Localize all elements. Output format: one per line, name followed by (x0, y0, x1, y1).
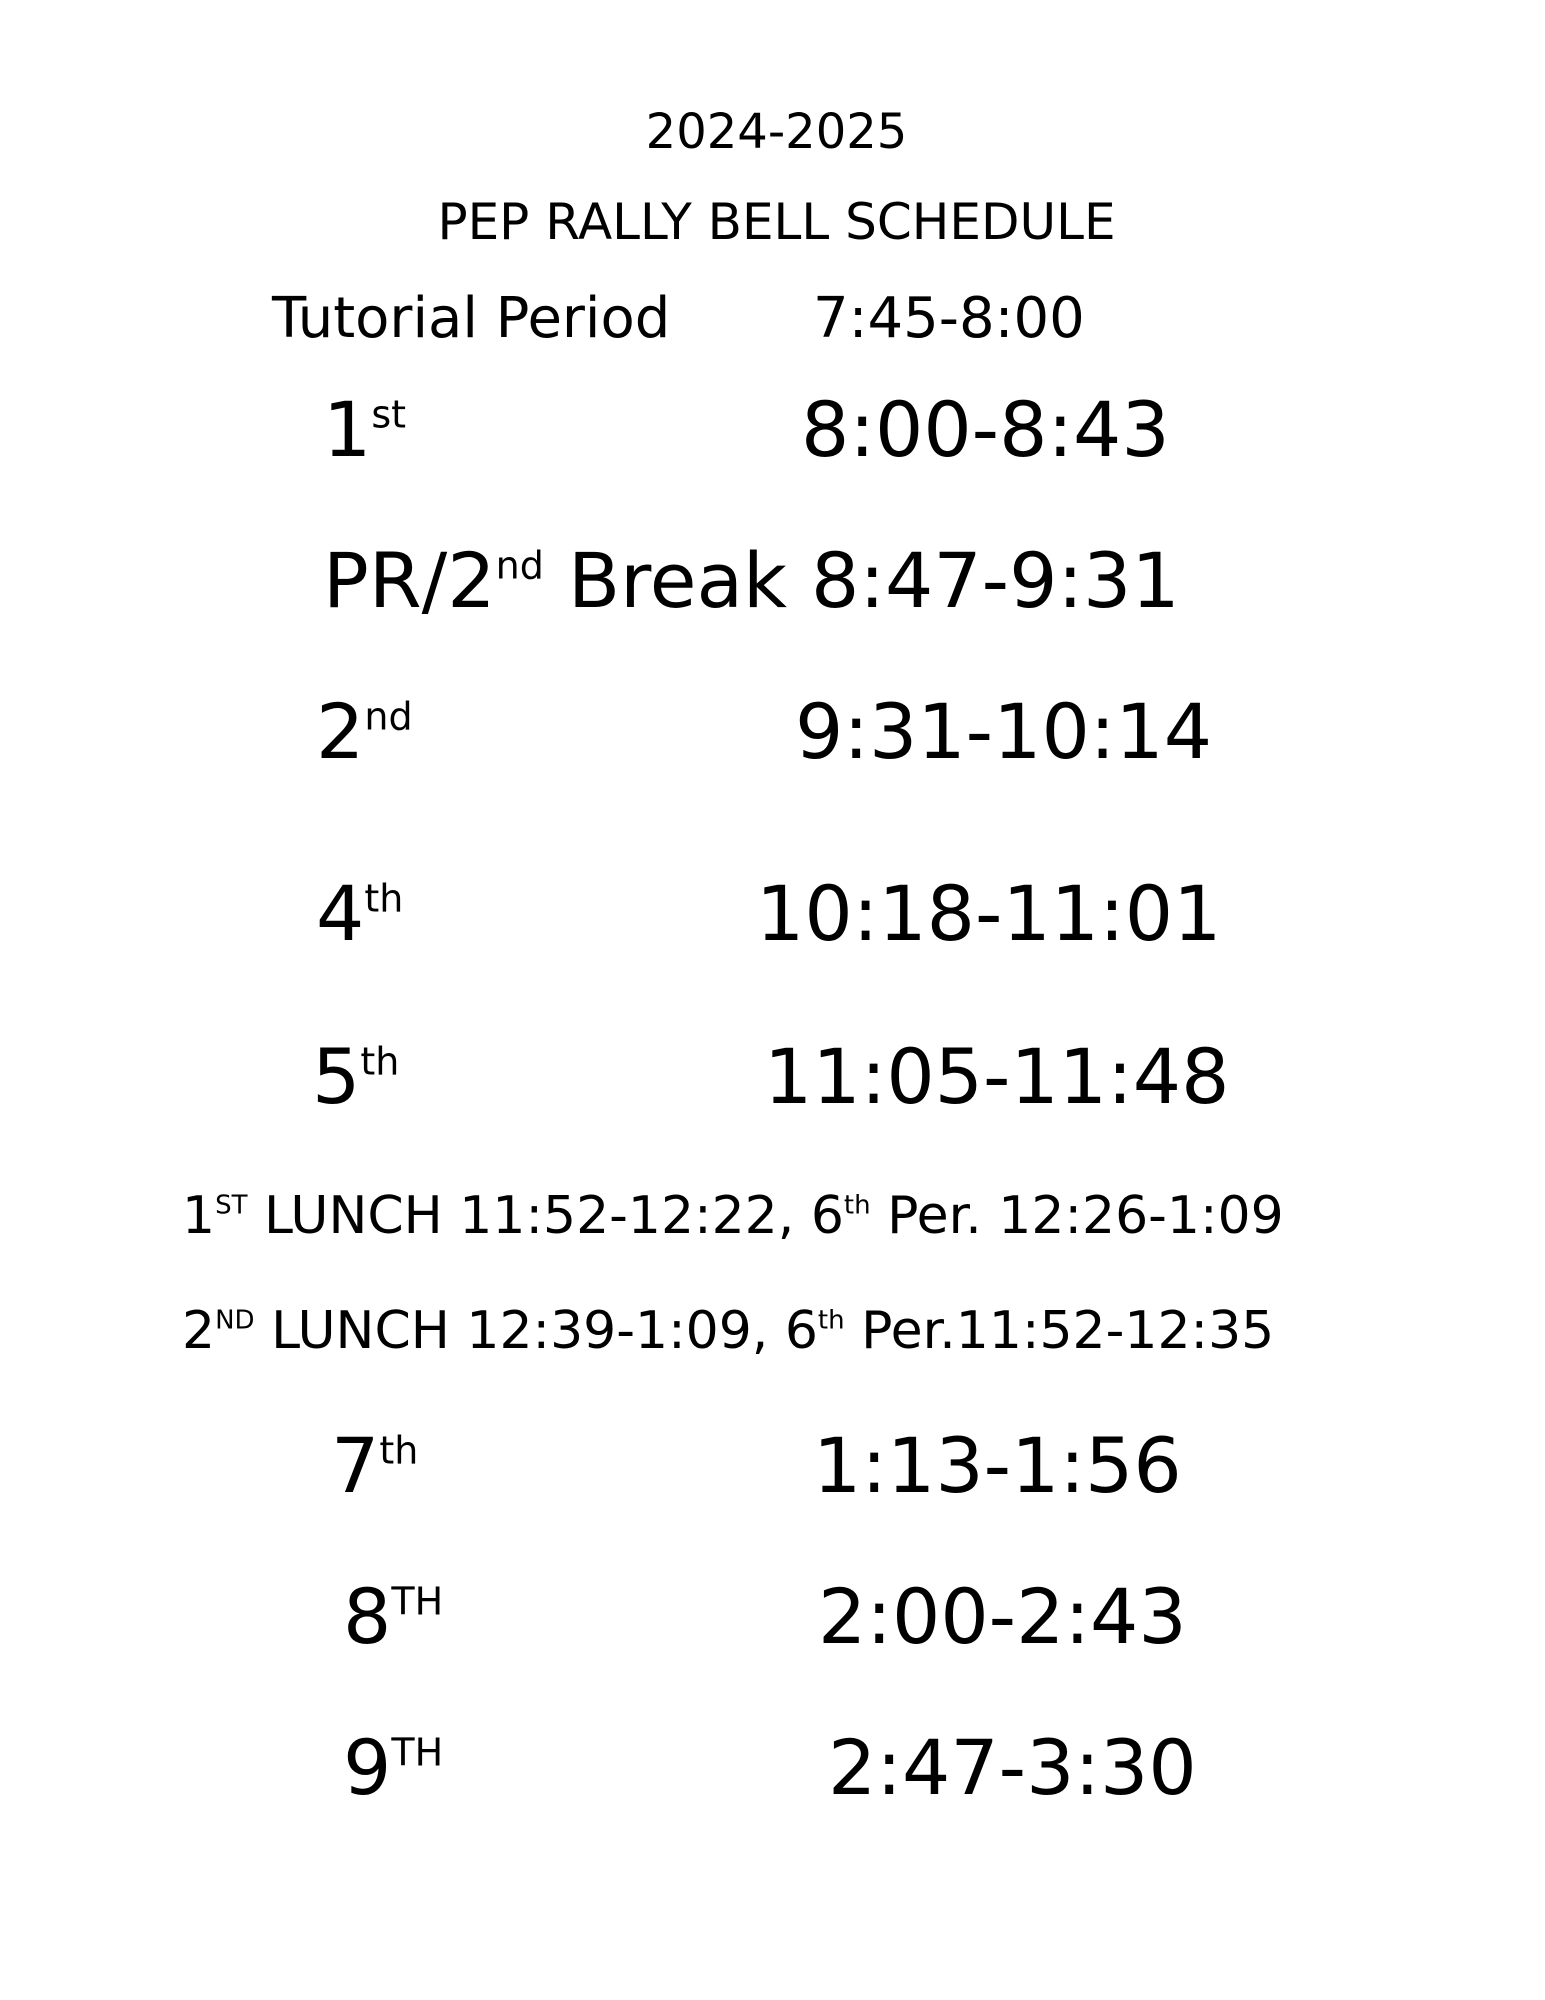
period-time: 8:00-8:43 (801, 385, 1170, 474)
first-lunch-line: 1ST LUNCH 11:52-12:22, 6th Per. 12:26-1:09 (182, 1186, 1284, 1246)
period-time: 10:18-11:01 (756, 869, 1222, 958)
period-label: 4th (316, 869, 404, 958)
period-label: 1st (323, 385, 407, 474)
period-time: 11:05-11:48 (764, 1032, 1230, 1121)
tutorial-period-label: Tutorial Period (272, 286, 671, 351)
period-label: 9TH (343, 1723, 444, 1812)
period-time: 1:13-1:56 (813, 1421, 1182, 1510)
period-label: PR/2nd Break (323, 536, 788, 625)
period-time: 8:47-9:31 (811, 536, 1180, 625)
tutorial-period-time: 7:45-8:00 (813, 286, 1085, 351)
period-time: 9:31-10:14 (795, 687, 1213, 776)
schedule-year: 2024-2025 (645, 104, 908, 160)
period-time: 2:00-2:43 (818, 1572, 1187, 1661)
period-label: 8TH (343, 1572, 444, 1661)
period-time: 2:47-3:30 (828, 1723, 1197, 1812)
period-label: 7th (331, 1421, 419, 1510)
period-label: 2nd (316, 687, 413, 776)
schedule-title: PEP RALLY BELL SCHEDULE (437, 193, 1116, 251)
second-lunch-line: 2ND LUNCH 12:39-1:09, 6th Per.11:52-12:35 (182, 1301, 1275, 1361)
period-label: 5th (312, 1032, 400, 1121)
